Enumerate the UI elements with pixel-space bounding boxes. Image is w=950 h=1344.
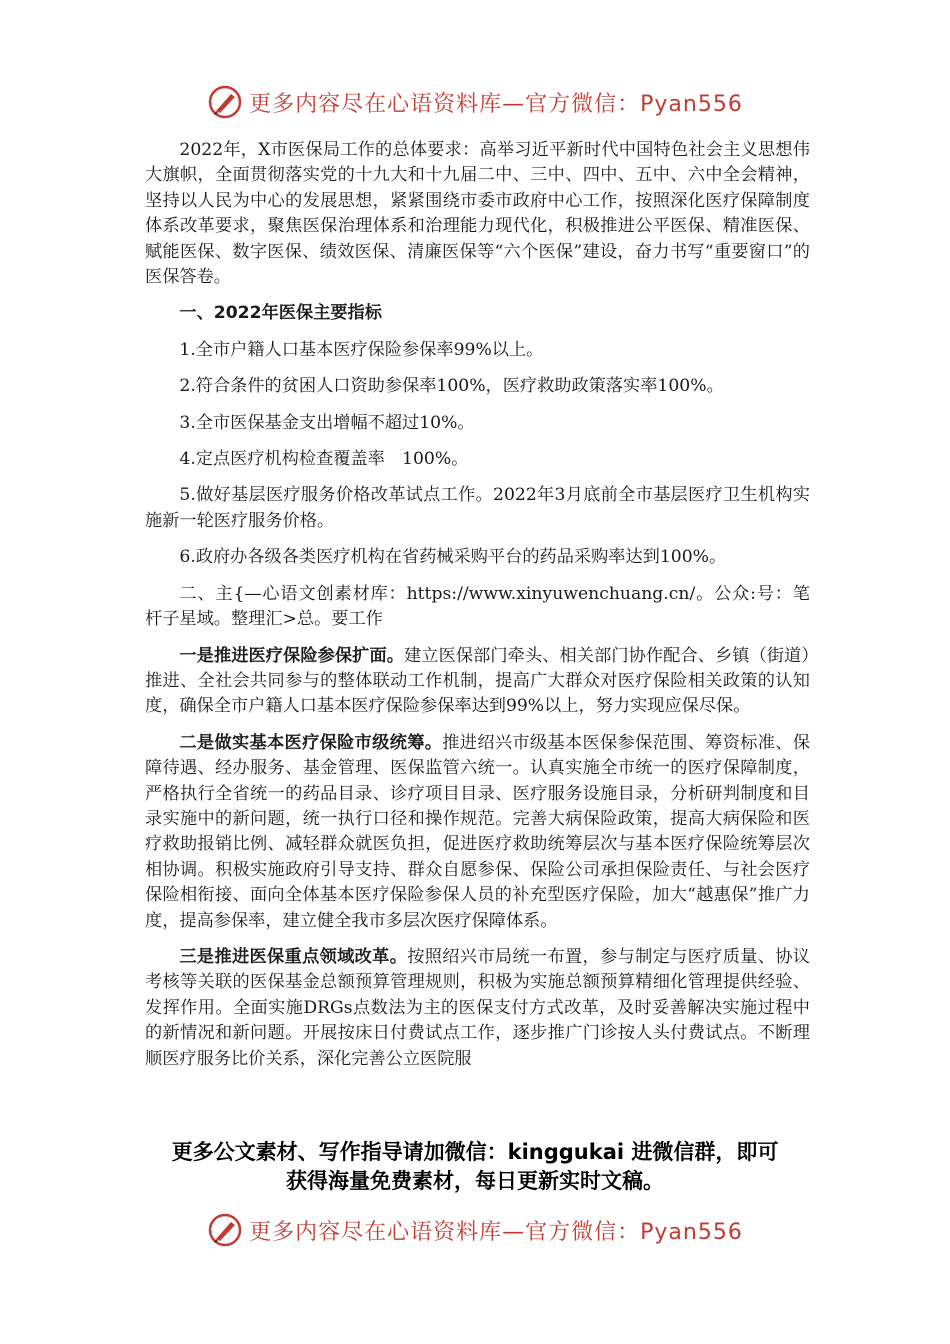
footer-banner	[0, 1208, 950, 1252]
pen-logo-icon	[207, 84, 243, 120]
task-body: 建立医保部门牵头、相关部门协作配合、乡镇（街道）推进、全社会共同参与的整体联动工作机制，提高广大群众对医疗保险相关政策的认知度，确保全市户籍人口基本医疗保险参保率达到99%以上，努力实现应保尽保。	[145, 645, 810, 717]
header-banner	[0, 80, 950, 124]
header-banner-text: 更多内容尽在心语资料库—官方微信：Pyan556	[249, 91, 743, 117]
indicator-item: 4.定点医疗机构检查覆盖率 100%。	[179, 449, 469, 470]
indicator-item: 3.全市医保基金支出增幅不超过10%。	[179, 412, 475, 433]
task-lead: 二是做实基本医疗保险市级统筹。	[179, 732, 443, 753]
task-body: 推进绍兴市级基本医保参保范围、筹资标准、保障待遇、经办服务、基金管理、医保监管六统一。认真实施全市统一的医疗保障制度，严格执行全省统一的药品目录、诊疗项目目录、医疗服务设施目录，分析研判制度和目录实施中的新问题，统一执行口径和操作规范。完善大病保险政策，提高大病保险和医疗救助报销比例、减轻群众就医负担，促进医疗救助统筹层次与基本医疗保险统筹层次相协调。积极实施政府引导支持、群众自愿参保、保险公司承担保险责任、与社会医疗保险相衔接、面向全体基本医疗保险参保人员的补充型医疗保险，加大“越惠保”推广力度，提高参保率，建立健全我市多层次医疗保障体系。	[145, 732, 810, 931]
section-heading-tasks: 二、主{—心语文创素材库：https://www.xinyuwenchuang.cn/。公众:号：笔杆子星域。整理汇>总。要工作	[145, 583, 810, 630]
indicator-item: 1.全市户籍人口基本医疗保险参保率99%以上。	[179, 339, 544, 360]
task-paragraph	[145, 945, 810, 1072]
indicator-item: 6.政府办各级各类医疗机构在省药械采购平台的药品采购率达到100%。	[179, 547, 727, 568]
task-lead: 三是推进医保重点领域改革。	[179, 946, 408, 967]
indicator-item: 5.做好基层医疗服务价格改革试点工作。2022年3月底前全市基层医疗卫生机构实施新一轮医疗服务价格。	[145, 485, 810, 531]
footer-banner-text: 更多内容尽在心语资料库—官方微信：Pyan556	[249, 1219, 743, 1245]
intro-paragraph: 2022年，X市医保局工作的总体要求：高举习近平新时代中国特色社会主义思想伟大旗帜，全面贯彻落实党的十九大和十九届二中、三中、四中、五中、六中全会精神，坚持以人民为中心的发展思想，紧紧围绕市委市政府中心工作，按照深化医疗保障制度体系改革要求，聚焦医保治理体系和治理能力现代化，积极推进公平医保、精准医保、赋能医保、数字医保、绩效医保、清廉医保等“六个医保”建设，奋力书写“重要窗口”的医保答卷。	[145, 140, 810, 288]
task-lead: 一是推进医疗保险参保扩面。	[179, 645, 405, 666]
task-paragraph	[145, 644, 810, 720]
document-body	[145, 138, 810, 1083]
pen-logo-icon	[207, 1212, 243, 1248]
task-paragraph	[145, 731, 810, 934]
section-heading-indicators: 一、2022年医保主要指标	[179, 303, 382, 324]
promo-line-1: 更多公文素材、写作指导请加微信：kinggukai 进微信群，即可	[171, 1140, 779, 1164]
indicator-item: 2.符合条件的贫困人口资助参保率100%，医疗救助政策落实率100%。	[179, 376, 724, 397]
task-body: 按照绍兴市局统一布置，参与制定与医疗质量、协议考核等关联的医保基金总额预算管理规则，积极为实施总额预算精细化管理提供经验、发挥作用。全面实施DRGs点数法为主的医保支付方式改革，及时妥善解决实施过程中的新情况和新问题。开展按床日付费试点工作，逐步推广门诊按人头付费试点。不断理顺医疗服务比价关系，深化完善公立医院服	[145, 946, 810, 1069]
promo-notice	[120, 1138, 830, 1196]
promo-line-2: 获得海量免费素材，每日更新实时文稿。	[286, 1169, 664, 1193]
